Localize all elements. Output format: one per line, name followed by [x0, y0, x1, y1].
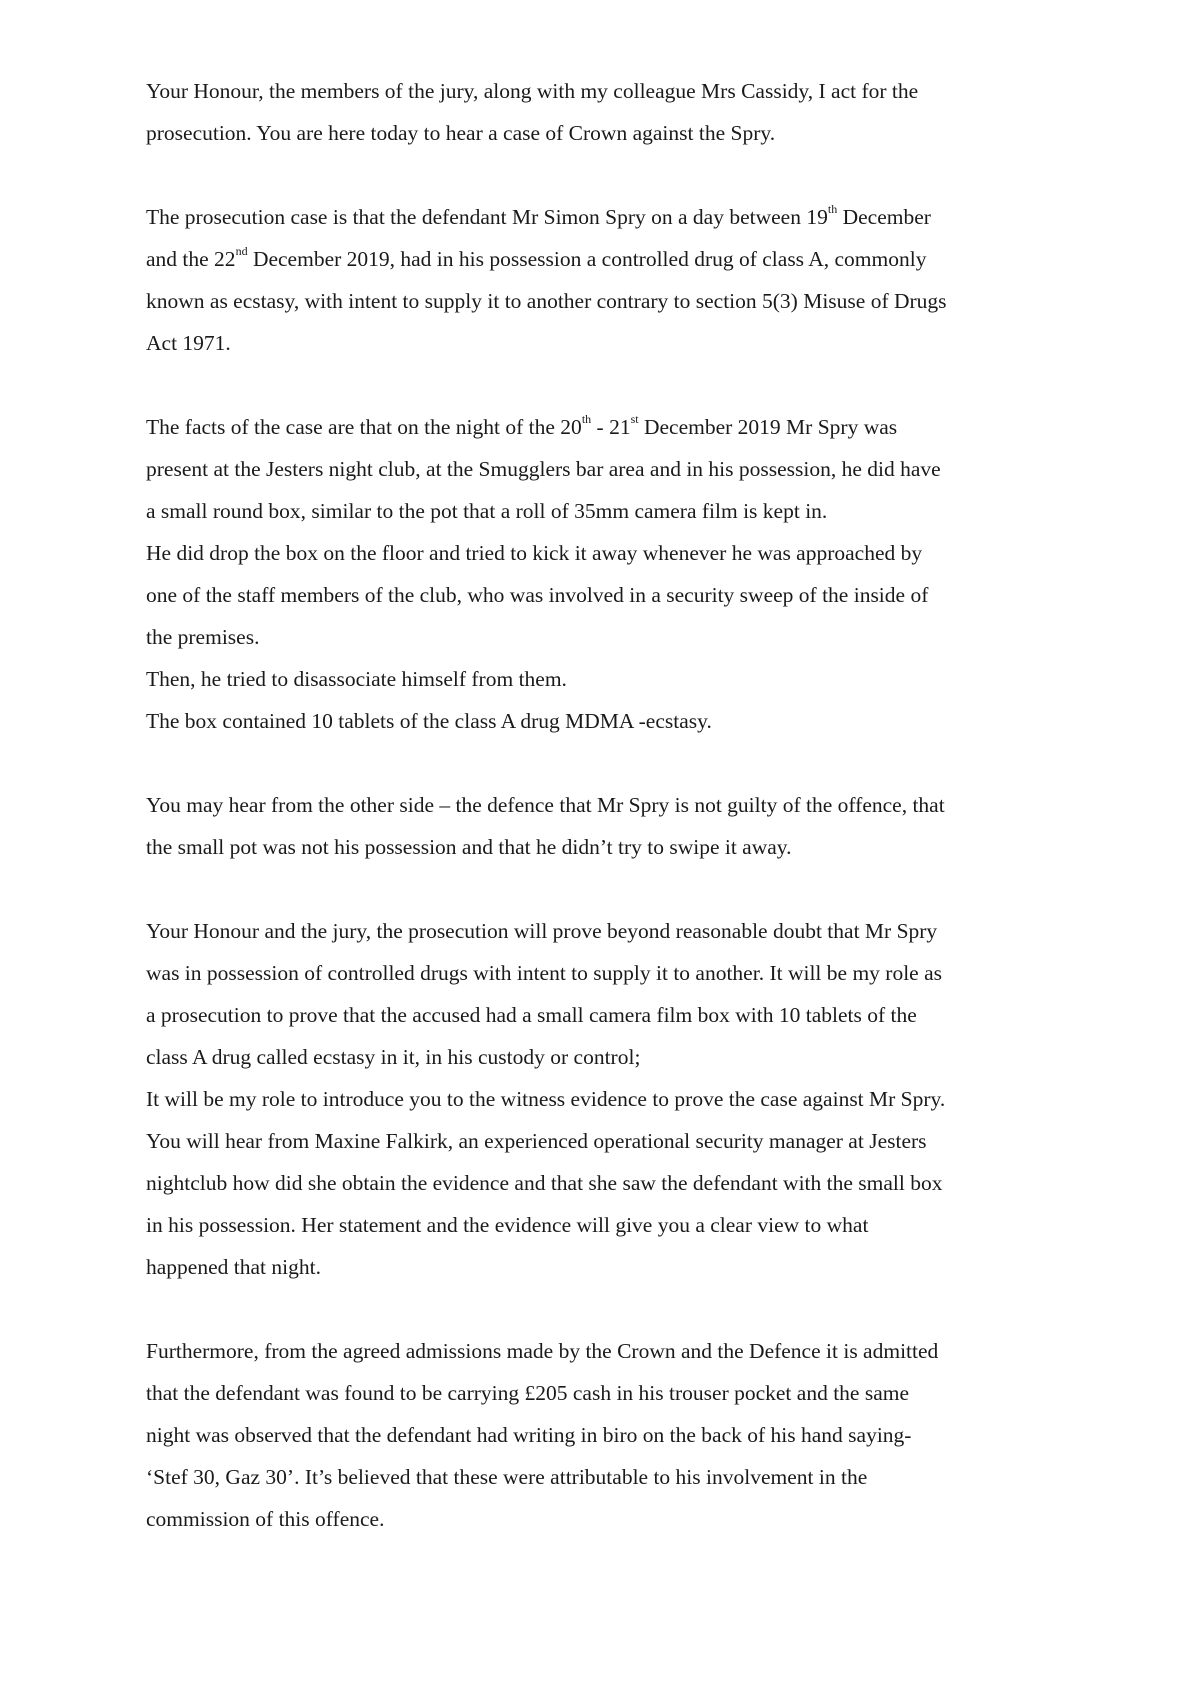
text-line: was in possession of controlled drugs with intent to supply it to another. It will be my role as: [146, 961, 943, 985]
text-line: in his possession. Her statement and the evidence will give you a clear view to what: [146, 1213, 869, 1237]
document-body: [146, 70, 1066, 1582]
text-line: night was observed that the defendant had writing in biro on the back of his hand saying-: [146, 1423, 912, 1447]
text-line: You may hear from the other side – the defence that Mr Spry is not guilty of the offence, that: [146, 793, 945, 817]
paragraph-admissions: [146, 1330, 1066, 1540]
ordinal-suffix: nd: [235, 243, 248, 258]
text-line: [146, 196, 1066, 238]
text-run: December: [837, 205, 931, 229]
text-line: the small pot was not his possession and that he didn’t try to swipe it away.: [146, 835, 792, 859]
paragraph-opening: [146, 70, 1066, 154]
text-line: He did drop the box on the floor and tried to kick it away whenever he was approached by: [146, 541, 923, 565]
text-line: a small round box, similar to the pot that a roll of 35mm camera film is kept in.: [146, 499, 828, 523]
paragraph-facts: [146, 406, 1066, 742]
text-line: Your Honour, the members of the jury, along with my colleague Mrs Cassidy, I act for the: [146, 79, 919, 103]
text-run: December 2019, had in his possession a controlled drug of class A, commonly: [247, 247, 927, 271]
text-line: [146, 238, 1066, 280]
ordinal-suffix: th: [581, 411, 592, 426]
text-line: class A drug called ecstasy in it, in his custody or control;: [146, 1045, 641, 1069]
text-line: It will be my role to introduce you to the witness evidence to prove the case against Mr Spry.: [146, 1087, 946, 1111]
text-line: The box contained 10 tablets of the class A drug MDMA -ecstasy.: [146, 709, 712, 733]
paragraph-defence: [146, 784, 1066, 868]
text-line: one of the staff members of the club, who was involved in a security sweep of the inside of: [146, 583, 929, 607]
text-line: happened that night.: [146, 1255, 321, 1279]
text-run: The prosecution case is that the defendant Mr Simon Spry on a day between 19: [146, 205, 828, 229]
text-run: December 2019 Mr Spry was: [638, 415, 898, 439]
text-line: You will hear from Maxine Falkirk, an experienced operational security manager at Jesters: [146, 1129, 927, 1153]
text-line: ‘Stef 30, Gaz 30’. It’s believed that these were attributable to his involvement in the: [146, 1465, 868, 1489]
text-line: Then, he tried to disassociate himself from them.: [146, 667, 567, 691]
text-line: a prosecution to prove that the accused had a small camera film box with 10 tablets of the: [146, 1003, 917, 1027]
text-run: The facts of the case are that on the night of the 20: [146, 415, 582, 439]
text-line: present at the Jesters night club, at the Smugglers bar area and in his possession, he did have: [146, 457, 941, 481]
text-line: known as ecstasy, with intent to supply it to another contrary to section 5(3) Misuse of Drugs: [146, 289, 947, 313]
text-run: - 21: [591, 415, 631, 439]
text-line: Furthermore, from the agreed admissions made by the Crown and the Defence it is admitted: [146, 1339, 939, 1363]
text-line: nightclub how did she obtain the evidence and that she saw the defendant with the small box: [146, 1171, 943, 1195]
ordinal-suffix: th: [827, 201, 838, 216]
text-line: Your Honour and the jury, the prosecution will prove beyond reasonable doubt that Mr Spry: [146, 919, 938, 943]
text-line: the premises.: [146, 625, 260, 649]
ordinal-suffix: st: [630, 411, 639, 426]
text-line: [146, 406, 1066, 448]
paragraph-burden-of-proof: [146, 910, 1066, 1288]
paragraph-prosecution-case: [146, 196, 1066, 364]
text-run: and the 22: [146, 247, 236, 271]
text-line: commission of this offence.: [146, 1507, 385, 1531]
text-line: that the defendant was found to be carrying £205 cash in his trouser pocket and the same: [146, 1381, 910, 1405]
text-line: prosecution. You are here today to hear a case of Crown against the Spry.: [146, 121, 776, 145]
text-line: Act 1971.: [146, 331, 231, 355]
